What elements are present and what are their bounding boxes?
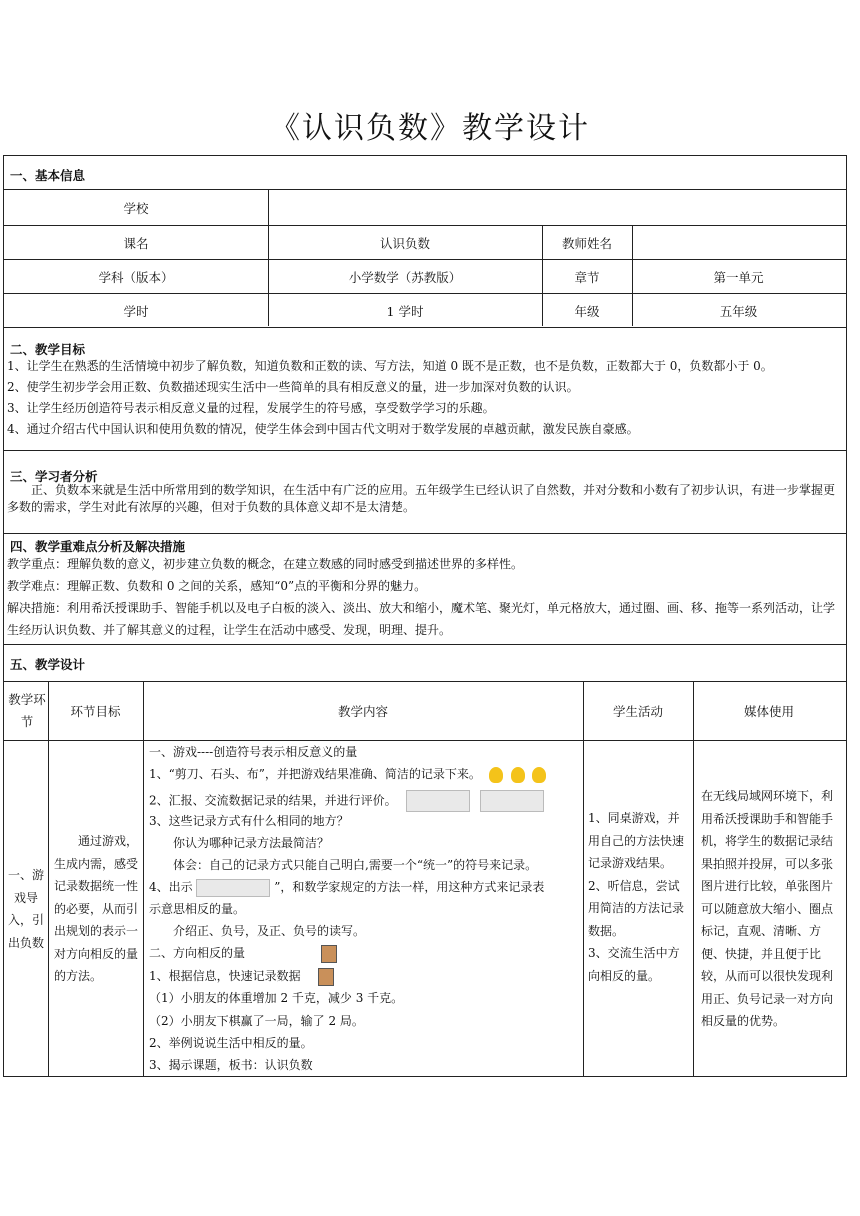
lesson-plan-table <box>3 155 847 1077</box>
grade-label: 年级 <box>574 303 600 319</box>
col-media-header: 媒体使用 <box>743 704 794 719</box>
content-line: 你认为哪种记录方法最简洁？ <box>173 836 330 850</box>
content-line <box>149 967 334 986</box>
objectives-list <box>7 356 843 440</box>
course-value: 认识负数 <box>379 235 430 251</box>
media-usage: 在无线局域网环境下，利用希沃授课助手和智能手机，将学生的数据记录结果拍照并投屏，可以多张图片进行比较，单张图片可以随意放大缩小、圈点标记，直观、清晰、方便、快捷，并且便于比较，从而可以很快发现利用正、负号记录一对方向相反量的优势。 <box>701 789 834 1028</box>
content-text: 4、出示 <box>149 880 193 894</box>
goal-cell <box>54 741 138 1077</box>
subject-value: 小学数学（苏教版） <box>348 269 462 285</box>
fist-hand-icon <box>489 767 503 783</box>
content-text: 1、根据信息，快速记录数据 <box>149 969 301 983</box>
content-line: （2）小朋友下棋赢了一局，输了 2 局。 <box>149 1014 364 1028</box>
content-line <box>149 878 544 897</box>
hours-value: 1 学时 <box>386 303 424 319</box>
section-learner-heading: 三、学习者分析 <box>10 469 98 484</box>
content-line: 3、揭示课题，板书：认识负数 <box>149 1058 313 1072</box>
subject-label: 学科（版本） <box>98 269 174 285</box>
record-photo-image <box>406 790 470 812</box>
section-key-points-heading: 四、教学重难点分析及解决措施 <box>10 539 186 554</box>
content-line: 一、游戏----创造符号表示相反意义的量 <box>149 745 358 759</box>
child-photo-image <box>321 945 337 963</box>
scissors-hand-icon <box>511 767 525 783</box>
content-line: 体会：自己的记录方式只能自己明白,需要一个“统一”的符号来记录。 <box>173 858 538 872</box>
objective-item: 3、让学生经历创造符号表示相反意义量的过程，发展学生的符号感，享受数学学习的乐趣。 <box>7 401 495 415</box>
content-text: ”，和数学家规定的方法一样，用这种方式来记录表 <box>274 880 545 894</box>
content-line: 示意思相反的量。 <box>149 902 246 916</box>
objective-item: 4、通过介绍古代中国认识和使用负数的情况，使学生体会到中国古代文明对于数学发展的卓越贡献，激发民族自豪感。 <box>7 422 639 436</box>
record-result-image <box>196 879 270 897</box>
divider <box>143 682 144 1076</box>
palm-hand-icon <box>532 767 546 783</box>
course-label: 课名 <box>123 235 149 251</box>
content-text: 2、汇报、交流数据记录的结果，并进行评价。 <box>149 793 397 808</box>
content-line: 3、这些记录方式有什么相同的地方？ <box>149 814 349 828</box>
chapter-value: 第一单元 <box>713 269 764 285</box>
teacher-label: 教师姓名 <box>561 235 612 251</box>
student-activity: 1、同桌游戏，并用自己的方法快速记录游戏结果。 2、听信息，尝试用简洁的方法记录数据。 3、交流生活中方向相反的量。 <box>588 811 685 983</box>
content-line: 2、举例说说生活中相反的量。 <box>149 1036 313 1050</box>
col-stage-header: 教学环节 <box>8 692 46 729</box>
school-label: 学校 <box>123 200 149 216</box>
stage-cell: 一、游戏导入，引出负数 <box>7 868 44 950</box>
content-line <box>149 944 337 963</box>
col-student-header: 学生活动 <box>612 704 663 719</box>
key-points-body <box>7 553 843 641</box>
content-line: 介绍正、负号，及正、负号的读写。 <box>173 924 366 938</box>
section-design-heading: 五、教学设计 <box>10 657 86 672</box>
divider <box>4 327 846 328</box>
content-line: （1）小朋友的体重增加 2 千克，减少 3 千克。 <box>149 991 404 1005</box>
divider <box>4 450 846 451</box>
col-content-header: 教学内容 <box>337 704 388 719</box>
divider <box>4 644 846 645</box>
chapter-label: 章节 <box>574 269 600 285</box>
divider <box>48 682 49 1076</box>
content-line <box>149 790 544 812</box>
document-title: 《认识负数》教学设计 <box>270 111 590 146</box>
section-objectives-heading: 二、教学目标 <box>10 342 86 357</box>
difficult-point: 教学难点：理解正数、负数和 0 之间的关系，感知“0”点的平衡和分界的魅力。 <box>7 579 427 593</box>
key-point: 教学重点：理解负数的意义，初步建立负数的概念，在建立数感的同时感受到描述世界的多样性。 <box>7 557 524 571</box>
grade-value: 五年级 <box>719 303 758 319</box>
goal-text: 通过游戏，生成内需，感受记录数据统一性的必要，从而引出规划的表示一对方向相反的量的方法。 <box>54 834 139 984</box>
objective-item: 2、使学生初步学会用正数、负数描述现实生活中一些简单的具有相反意义的量，进一步加深对负数的认识。 <box>7 380 579 394</box>
content-text: 二、方向相反的量 <box>149 946 246 960</box>
divider <box>583 682 584 1076</box>
divider <box>4 533 846 534</box>
child-photo-image <box>318 968 334 986</box>
content-line <box>149 765 546 783</box>
objective-item: 1、让学生在熟悉的生活情境中初步了解负数，知道负数和正数的读、写方法，知道 0 既不是正数，也不是负数，正数都大于 0，负数都小于 0。 <box>7 359 773 373</box>
content-text: 1、“剪刀、石头、布”，并把游戏结果准确、简洁的记录下来。 <box>149 767 481 781</box>
col-goal-header: 环节目标 <box>70 704 121 719</box>
measures: 解决措施：利用希沃授课助手、智能手机以及电子白板的淡入、淡出、放大和缩小，魔术笔、聚光灯，单元格放大，通过圈、画、移、拖等一系列活动，让学生经历认识负数、并了解其意义的过程，让学生在活动中感受、发现，明理、提升。 <box>7 601 836 637</box>
section-basic-info-heading: 一、基本信息 <box>10 168 86 183</box>
record-photo-image <box>480 790 544 812</box>
divider <box>693 682 694 1076</box>
learner-analysis: 正、负数本来就是生活中所常用到的数学知识，在生活中有广泛的应用。五年级学生已经认识了自然数，并对分数和小数有了初步认识，有进一步掌握更多数的需求，学生对此有浓厚的兴趣，但对于负数的具体意义却不是太清楚。 <box>7 483 836 514</box>
hours-label: 学时 <box>123 303 149 319</box>
